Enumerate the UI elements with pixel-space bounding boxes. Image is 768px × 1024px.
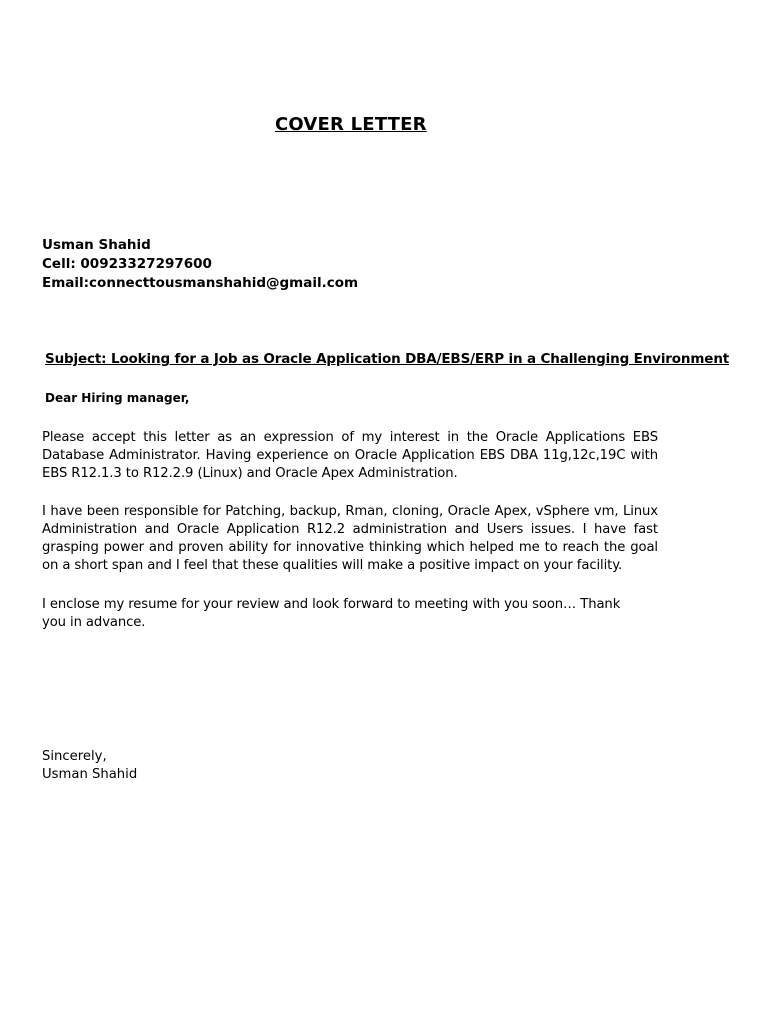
sender-cell: Cell: 00923327297600	[42, 256, 212, 272]
document-title: COVER LETTER	[275, 114, 427, 135]
subject-line: Subject: Looking for a Job as Oracle Application DBA/EBS/ERP in a Challenging Environment	[45, 351, 730, 367]
sender-email: Email:connecttousmanshahid@gmail.com	[42, 275, 359, 291]
sender-name: Usman Shahid	[42, 237, 151, 253]
salutation: Dear Hiring manager,	[45, 391, 190, 405]
contact-block	[42, 236, 358, 293]
body-paragraph-closing: I enclose my resume for your review and look forward to meeting with you soon… Thank you in advance.	[42, 597, 621, 630]
closing-block	[42, 748, 137, 784]
body-paragraph-intro: Please accept this letter as an expression of my interest in the Oracle Applications EBS Database Administrator. Having experience on Oracle Application EBS DBA 11g,12c,19C with EBS R12.1.3 to R12.2.9 (Linux) and Oracle Apex Administration.	[42, 430, 658, 481]
signature-name: Usman Shahid	[42, 767, 138, 782]
valediction: Sincerely,	[42, 749, 107, 764]
body-paragraph-experience: I have been responsible for Patching, backup, Rman, cloning, Oracle Apex, vSphere vm, Linux Administration and Oracle Application R12.2 administration and Users issues. I have fast grasping power and proven ability for innovative thinking which helped me to reach the goal on a short span and I feel that these qualities will make a positive impact on your facility.	[42, 504, 658, 573]
